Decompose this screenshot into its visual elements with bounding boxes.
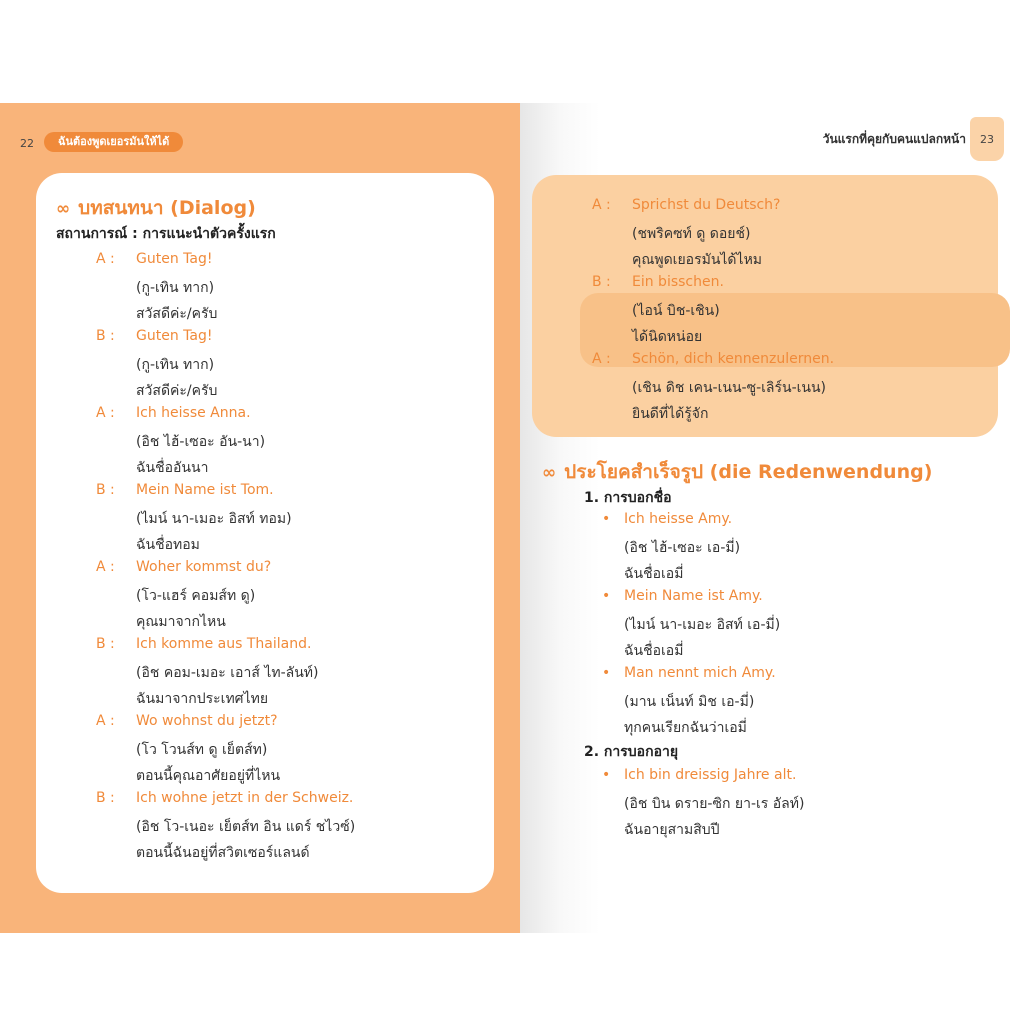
running-title-right: วันแรกที่คุยกับคนแปลกหน้า — [822, 132, 966, 146]
page-number-left: 22 — [20, 137, 34, 150]
pronunciation-line: (กู-เทิน ทาก) — [136, 280, 215, 296]
thai-translation: ฉันชื่อเอมี่ — [624, 643, 684, 659]
german-line: Woher kommst du? — [136, 559, 272, 575]
pronunciation-line: (อิช บิน ดราย-ซิก ยา-เร อัลท์) — [624, 796, 805, 812]
dialog-continued-box — [532, 175, 998, 437]
dialog-card — [36, 173, 494, 893]
pronunciation-line: (โว-แฮร์ คอมส์ท ดู) — [136, 588, 256, 604]
speaker-label: A : — [592, 197, 611, 213]
pronunciation-line: (อิช โว-เนอะ เย็ตส์ท อิน แดร์ ชไวซ์) — [136, 819, 356, 835]
speaker-label: B : — [592, 274, 611, 290]
pronunciation-line: (โว โวนส์ท ดู เย็ตส์ท) — [136, 742, 268, 758]
pronunciation-line: (อิช ไฮ้-เซอะ อัน-นา) — [136, 434, 266, 450]
speaker-label: B : — [96, 328, 115, 344]
bullet: • — [602, 767, 611, 783]
phrases-heading — [542, 457, 932, 487]
pronunciation-line: (ไมน์ นา-เมอะ อิสท์ ทอม) — [136, 511, 292, 527]
german-line: Ich bin dreissig Jahre alt. — [624, 767, 797, 783]
phrases-heading-text: ประโยคสำเร็จรูป (die Redenwendung) — [564, 461, 933, 483]
speaker-label: B : — [96, 790, 115, 806]
german-line: Guten Tag! — [136, 251, 213, 267]
pronunciation-line: (เชิน ดิช เคน-เนน-ซู-เลิร์น-เนน) — [632, 380, 827, 396]
running-title-left: ฉันต้องพูดเยอรมันให้ได้ — [44, 132, 183, 152]
thai-translation: ฉันมาจากประเทศไทย — [136, 691, 269, 707]
thai-translation: คุณพูดเยอรมันได้ไหม — [632, 252, 763, 268]
pretzel-icon: ∞ — [542, 463, 557, 483]
speaker-label: B : — [96, 636, 115, 652]
thai-translation: ยินดีที่ได้รู้จัก — [632, 406, 709, 422]
german-line: Ich heisse Anna. — [136, 405, 251, 421]
book-spread — [0, 103, 1024, 933]
german-line: Sprichst du Deutsch? — [632, 197, 781, 213]
bullet: • — [602, 588, 611, 604]
dialog-heading — [56, 193, 256, 223]
speaker-label: A : — [96, 405, 115, 421]
thai-translation: ฉันชื่อทอม — [136, 537, 200, 553]
german-line: Ich komme aus Thailand. — [136, 636, 312, 652]
thai-translation: ทุกคนเรียกฉันว่าเอมี่ — [624, 720, 747, 736]
german-line: Ein bisschen. — [632, 274, 724, 290]
speaker-label: A : — [592, 351, 611, 367]
german-line: Man nennt mich Amy. — [624, 665, 776, 681]
thai-translation: ฉันอายุสามสิบปี — [624, 822, 720, 838]
bullet: • — [602, 511, 611, 527]
pronunciation-line: (ไอน์ บิช-เชิน) — [632, 303, 720, 319]
bullet: • — [602, 665, 611, 681]
pronunciation-line: (ชพริคซท์ ดู ดอยช์) — [632, 226, 751, 242]
thai-translation: ได้นิดหน่อย — [632, 329, 703, 345]
speaker-label: A : — [96, 251, 115, 267]
page-number-right: 23 — [980, 133, 994, 146]
group-title: 1. การบอกชื่อ — [584, 490, 672, 506]
right-page — [520, 103, 1024, 933]
pronunciation-line: (อิช ไฮ้-เซอะ เอ-มี่) — [624, 540, 741, 556]
pretzel-icon: ∞ — [56, 199, 71, 219]
pronunciation-line: (ไมน์ นา-เมอะ อิสท์ เอ-มี่) — [624, 617, 781, 633]
german-line: Ich wohne jetzt in der Schweiz. — [136, 790, 354, 806]
german-line: Schön, dich kennenzulernen. — [632, 351, 835, 367]
left-page — [0, 103, 520, 933]
speaker-label: A : — [96, 559, 115, 575]
speaker-label: A : — [96, 713, 115, 729]
pronunciation-line: (อิช คอม-เมอะ เอาส์ ไท-ลันท์) — [136, 665, 319, 681]
german-line: Wo wohnst du jetzt? — [136, 713, 278, 729]
german-line: Mein Name ist Amy. — [624, 588, 763, 604]
thai-translation: สวัสดีค่ะ/ครับ — [136, 383, 218, 399]
group-title: 2. การบอกอายุ — [584, 744, 679, 760]
situation-line: สถานการณ์ : การแนะนำตัวครั้งแรก — [56, 226, 276, 242]
pronunciation-line: (มาน เน็นท์ มิช เอ-มี่) — [624, 694, 755, 710]
german-line: Mein Name ist Tom. — [136, 482, 274, 498]
german-line: Ich heisse Amy. — [624, 511, 733, 527]
thai-translation: ตอนนี้คุณอาศัยอยู่ที่ไหน — [136, 768, 281, 784]
pronunciation-line: (กู-เทิน ทาก) — [136, 357, 215, 373]
thai-translation: ฉันชื่ออันนา — [136, 460, 209, 476]
thai-translation: คุณมาจากไหน — [136, 614, 226, 630]
thai-translation: สวัสดีค่ะ/ครับ — [136, 306, 218, 322]
german-line: Guten Tag! — [136, 328, 213, 344]
dialog-heading-text: บทสนทนา (Dialog) — [78, 197, 256, 219]
thai-translation: ฉันชื่อเอมี่ — [624, 566, 684, 582]
speaker-label: B : — [96, 482, 115, 498]
thai-translation: ตอนนี้ฉันอยู่ที่สวิตเซอร์แลนด์ — [136, 845, 310, 861]
